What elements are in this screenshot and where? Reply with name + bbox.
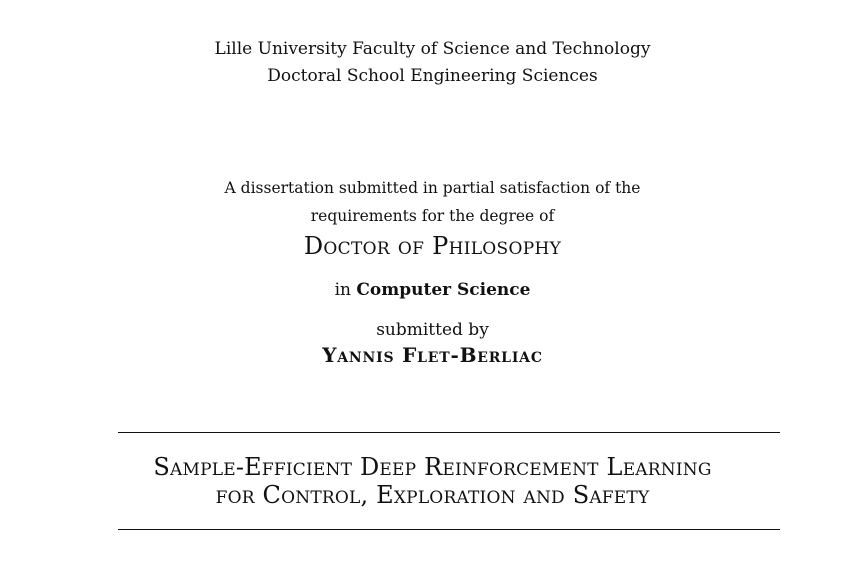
author-name: Yannis Flet-Berliac bbox=[322, 343, 543, 367]
institution-name: Lille University Faculty of Science and Technology bbox=[214, 39, 651, 59]
degree-title: Doctor of Philosophy bbox=[303, 232, 562, 260]
submitted-by-label: submitted by bbox=[376, 320, 489, 340]
dissertation-statement-line-2: requirements for the degree of bbox=[310, 207, 555, 225]
thesis-title-line-2: for Control, Exploration and Safety bbox=[215, 481, 650, 509]
thesis-title-line-1: Sample-Efficient Deep Reinforcement Learning bbox=[153, 453, 712, 481]
dissertation-statement-line-1: A dissertation submitted in partial satisfaction of the bbox=[224, 179, 641, 197]
field-name: Computer Science bbox=[356, 280, 531, 300]
doctoral-school-name: Doctoral School Engineering Sciences bbox=[267, 66, 598, 86]
field-prefix: in bbox=[334, 280, 351, 300]
title-bottom-rule bbox=[118, 529, 780, 530]
field-of-study bbox=[0, 282, 865, 299]
title-top-rule bbox=[118, 432, 780, 433]
